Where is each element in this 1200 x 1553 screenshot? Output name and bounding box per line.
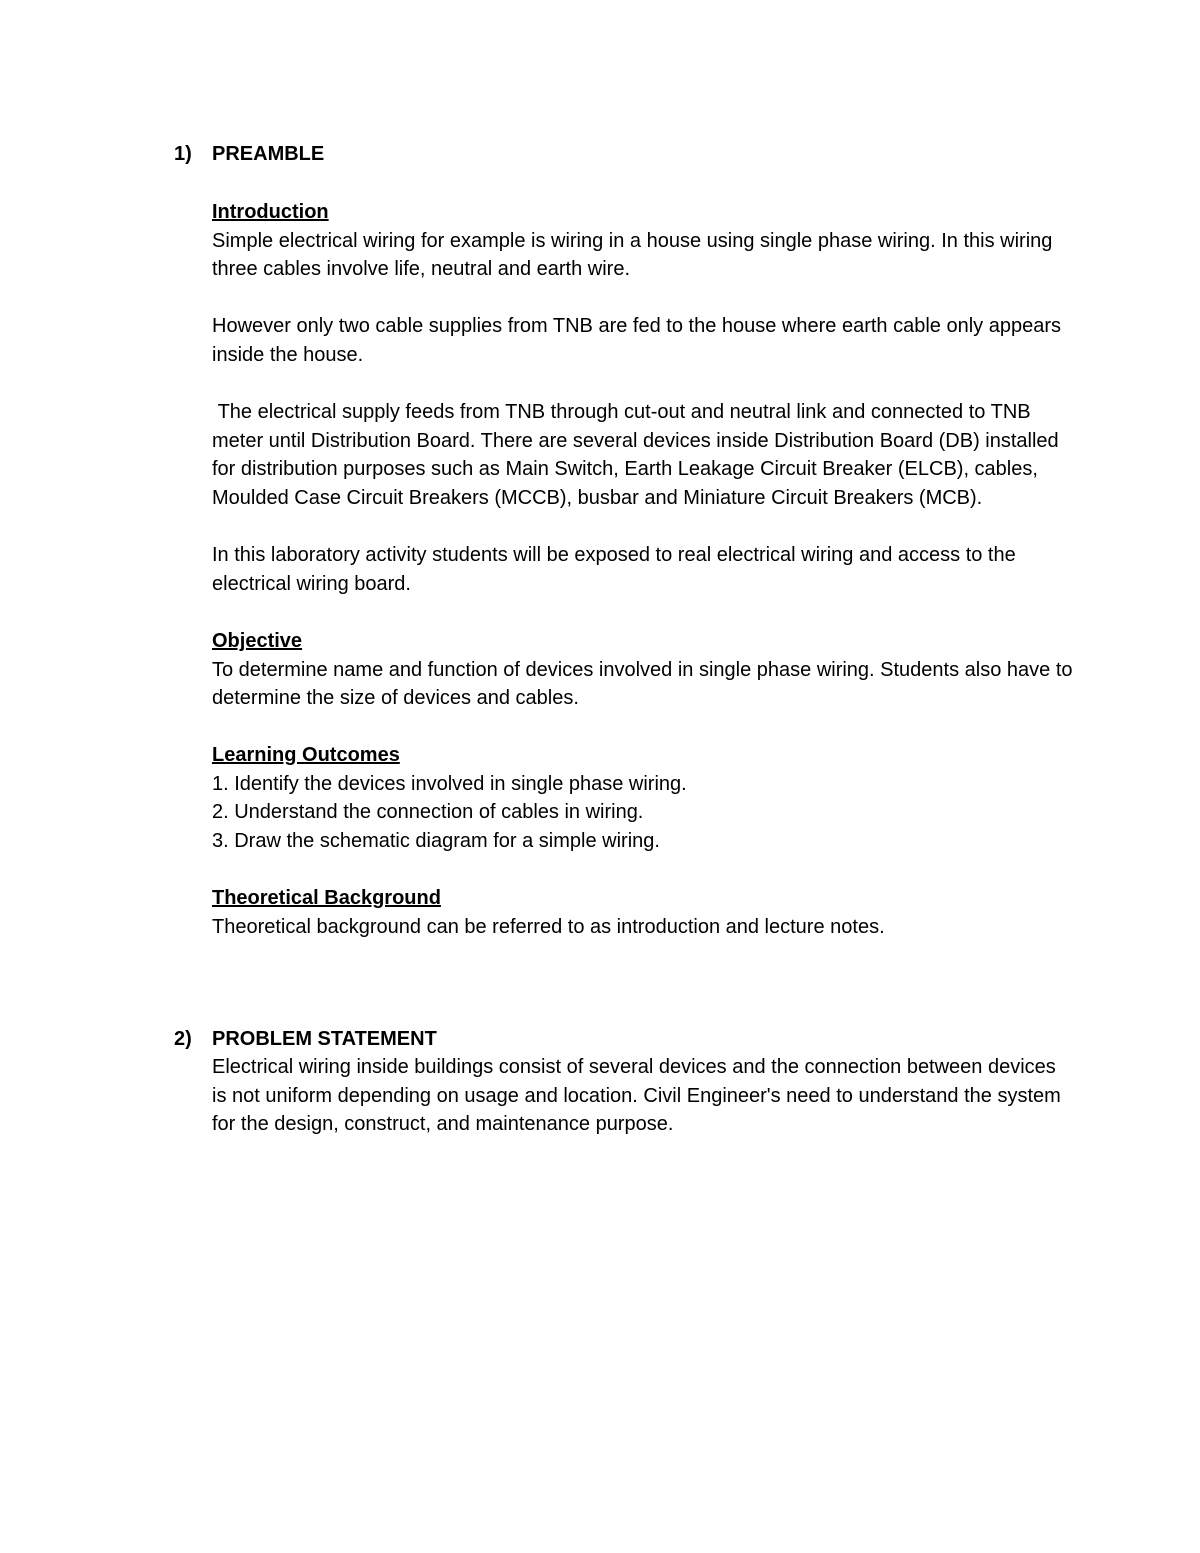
section-preamble bbox=[174, 140, 1074, 941]
learning-outcomes-list bbox=[212, 770, 1074, 856]
section-number: 1) bbox=[174, 143, 192, 165]
introduction-paragraph: In this laboratory activity students will be exposed to real electrical wiring and access to the electrical wiring board. bbox=[212, 544, 1016, 595]
theoretical-background-heading: Theoretical Background bbox=[212, 887, 441, 910]
introduction-paragraph: Simple electrical wiring for example is wiring in a house using single phase wiring. In this wiring three cables involve life, neutral and earth wire. bbox=[212, 229, 1053, 281]
objective-heading: Objective bbox=[212, 629, 303, 652]
list-item: 1. Identify the devices involved in single phase wiring. bbox=[212, 772, 687, 795]
objective-text: To determine name and function of devices involved in single phase wiring. Students also have to determine the size of devices and cables. bbox=[212, 658, 1073, 710]
section-problem-statement bbox=[174, 1025, 1074, 1139]
section-heading bbox=[174, 1025, 1074, 1053]
theoretical-background-text: Theoretical background can be referred to as introduction and lecture notes. bbox=[212, 915, 885, 938]
introduction-paragraph: However only two cable supplies from TNB are fed to the house where earth cable only appears inside the house. bbox=[212, 315, 1061, 366]
problem-statement-body bbox=[212, 1053, 1074, 1139]
introduction-heading: Introduction bbox=[212, 201, 329, 223]
list-item: 3. Draw the schematic diagram for a simple wiring. bbox=[212, 830, 660, 853]
list-item: 2. Understand the connection of cables in wiring. bbox=[212, 801, 644, 824]
section-heading bbox=[174, 140, 1074, 168]
learning-outcomes-heading: Learning Outcomes bbox=[212, 744, 400, 767]
section-title: PREAMBLE bbox=[212, 143, 325, 165]
section-number: 2) bbox=[174, 1028, 192, 1050]
problem-statement-text: Electrical wiring inside buildings consist of several devices and the connection between devices is not uniform depending on usage and location. Civil Engineer's need to understand the system for the design, construct, and maintenance purpose. bbox=[212, 1056, 1061, 1136]
section-title: PROBLEM STATEMENT bbox=[212, 1028, 437, 1050]
introduction-paragraph: The electrical supply feeds from TNB through cut-out and neutral link and connected to TNB meter until Distribution Board. There are several devices inside Distribution Board (DB) installed for distribution purposes such as Main Switch, Earth Leakage Circuit Breaker (ELCB), cables, Moulded Case Circuit Breakers (MCCB), busbar and Miniature Circuit Breakers (MCB). bbox=[212, 401, 1065, 509]
preamble-body bbox=[212, 198, 1074, 941]
